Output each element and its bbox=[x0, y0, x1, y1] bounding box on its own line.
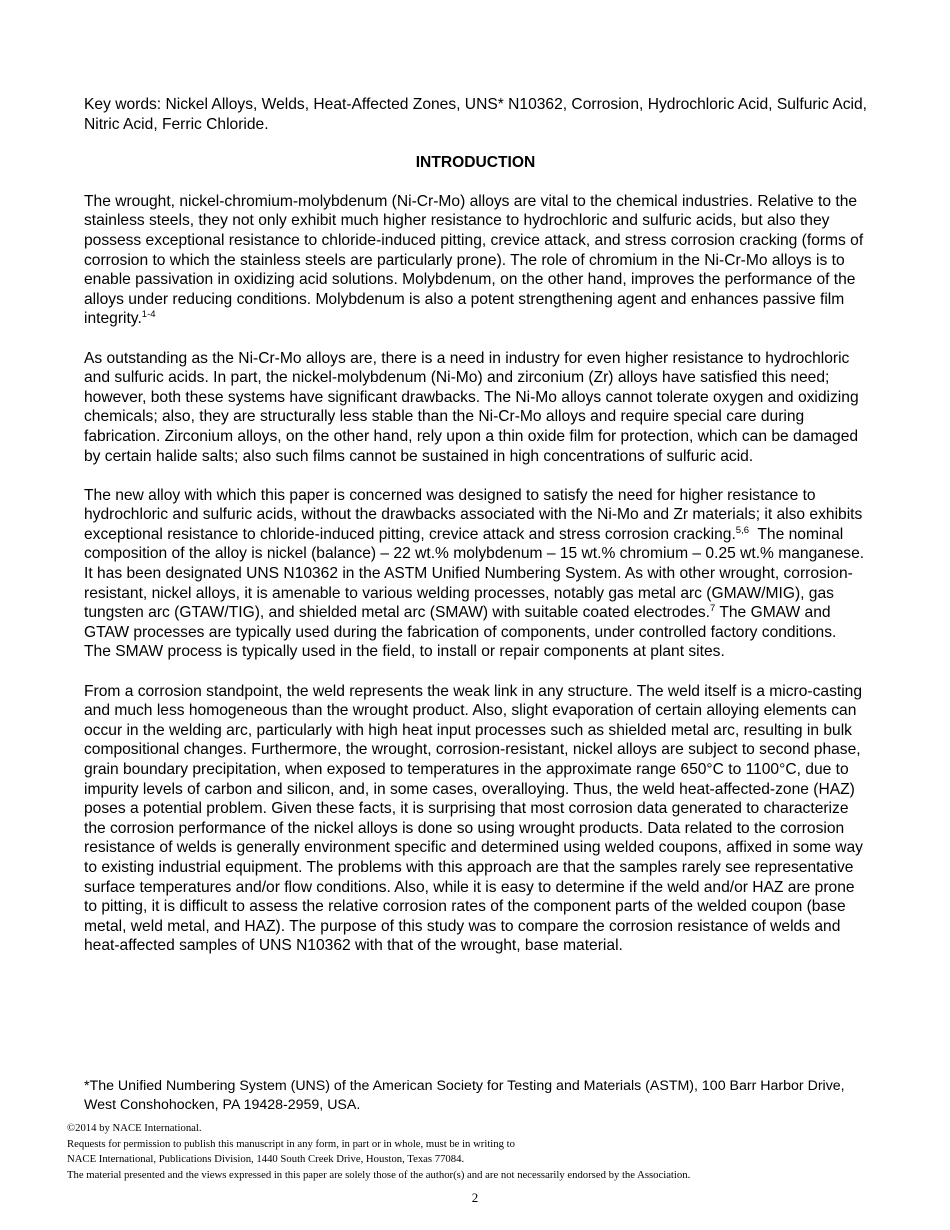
paragraph-3-part-c: The GMAW and GTAW processes are typically used during the fabrication of components, under controlled factory conditions. The SMAW process is typically used in the field, to install or repair components at plant sites. bbox=[84, 604, 837, 661]
paragraph-1-text: The wrought, nickel-chromium-molybdenum (Ni-Cr-Mo) alloys are vital to the chemical industries. Relative to the stainless steels, they not only exhibit much higher resistance to hydrochloric and sulfuric acids, but also they possess exceptional resistance to chloride-induced pitting, crevice attack, and stress corrosion cracking (forms of corrosion to which the stainless steels are particularly prone). The role of chromium in the Ni-Cr-Mo alloys is to enable passivation in oxidizing acid solutions. Molybdenum, on the other hand, improves the performance of the alloys under reducing conditions. Molybdenum is also a potent strengthening agent and enhances passive film integrity. bbox=[84, 192, 864, 328]
paragraph-2: As outstanding as the Ni-Cr-Mo alloys are, there is a need in industry for even higher resistance to hydrochloric and sulfuric acids. In part, the nickel-molybdenum (Ni-Mo) and zirconium (Zr) alloys have satisfied this need; however, both these systems have significant drawbacks. The Ni-Mo alloys cannot tolerate oxygen and oxidizing chemicals; also, they are structurally less stable than the Ni-Cr-Mo alloys and require special care during fabrication. Zirconium alloys, on the other hand, rely upon a thin oxide film for protection, which can be damaged by certain halide salts; also such films cannot be sustained in high concentrations of sulfuric acid. bbox=[84, 349, 859, 465]
page-number: 2 bbox=[471, 1190, 479, 1205]
citation-5-6: 5,6 bbox=[735, 524, 750, 536]
paragraph-3-part-a: The new alloy with which this paper is concerned was designed to satisfy the need for higher resistance to hydrochloric and sulfuric acids, without the drawbacks associated with the Ni-Mo and Zr materials; it also exhibits exceptional resistance to chloride-induced pitting, crevice attack and stress corrosion cracking. bbox=[84, 486, 863, 543]
paragraph-3-part-b: The nominal composition of the alloy is nickel (balance) – 22 wt.% molybdenum – 15 wt.% chromium – 0.25 wt.% manganese. It has been designated UNS N10362 in the ASTM Unified Numbering System. As with other wrought, corrosion-resistant, nickel alloys, it is amenable to various welding processes, notably gas metal arc (GMAW/MIG), gas tungsten arc (GTAW/TIG), and shielded metal arc (SMAW) with suitable coated electrodes. bbox=[84, 525, 869, 622]
paragraph-3 bbox=[84, 486, 867, 662]
paragraph-4: From a corrosion standpoint, the weld represents the weak link in any structure. The weld itself is a micro-casting and much less homogeneous than the wrought product. Also, slight evaporation of certain alloying elements can occur in the welding arc, particularly with high heat input processes such as shielded metal arc, resulting in bulk compositional changes. Furthermore, the wrought, corrosion-resistant, nickel alloys are subject to second phase, grain boundary precipitation, when exposed to temperatures in the approximate range 650°C to 1100°C, due to impurity levels of carbon and silicon, and, in some cases, overalloying. Thus, the weld heat-affected-zone (HAZ) poses a potential problem. Given these facts, it is surprising that most corrosion data generated to characterize the corrosion performance of the nickel alloys is done so using wrought products. Data related to the corrosion resistance of welds is generally environment specific and determined using welded coupons, affixed in some way to existing industrial equipment. The problems with this approach are that the samples rarely see representative surface temperatures and/or flow conditions. Also, while it is easy to determine if the weld and/or HAZ are prone to pitting, it is difficult to assess the relative corrosion rates of the component parts of the welded coupon (base metal, weld metal, and HAZ). The purpose of this study was to compare the corrosion resistance of welds and heat-affected samples of UNS N10362 with that of the wrought, base material. bbox=[84, 682, 863, 955]
keywords: Key words: Nickel Alloys, Welds, Heat-Affected Zones, UNS* N10362, Corrosion, Hydrochloric Acid, Sulfuric Acid, Nitric Acid, Ferric Chloride. bbox=[84, 96, 867, 133]
paper-body bbox=[84, 95, 867, 956]
copyright-line: ©2014 by NACE International. bbox=[67, 1122, 202, 1134]
section-heading-introduction: INTRODUCTION bbox=[415, 154, 536, 172]
legal-notice bbox=[67, 1121, 907, 1184]
citation-1-4: 1-4 bbox=[141, 309, 156, 321]
footnote-uns: *The Unified Numbering System (UNS) of the American Society for Testing and Materials (ASTM), 100 Barr Harbor Drive, West Conshohocken, PA 19428-2959, USA. bbox=[84, 1078, 845, 1113]
address-line: NACE International, Publications Division, 1440 South Creek Drive, Houston, Texas 77084. bbox=[67, 1153, 465, 1166]
citation-7: 7 bbox=[710, 603, 716, 615]
disclaimer-line: The material presented and the views expressed in this paper are solely those of the author(s) and are not necessarily endorsed by the Association. bbox=[67, 1169, 691, 1182]
paragraph-1 bbox=[84, 192, 867, 329]
permission-line: Requests for permission to publish this manuscript in any form, in part or in whole, must be in writing to bbox=[67, 1137, 515, 1150]
